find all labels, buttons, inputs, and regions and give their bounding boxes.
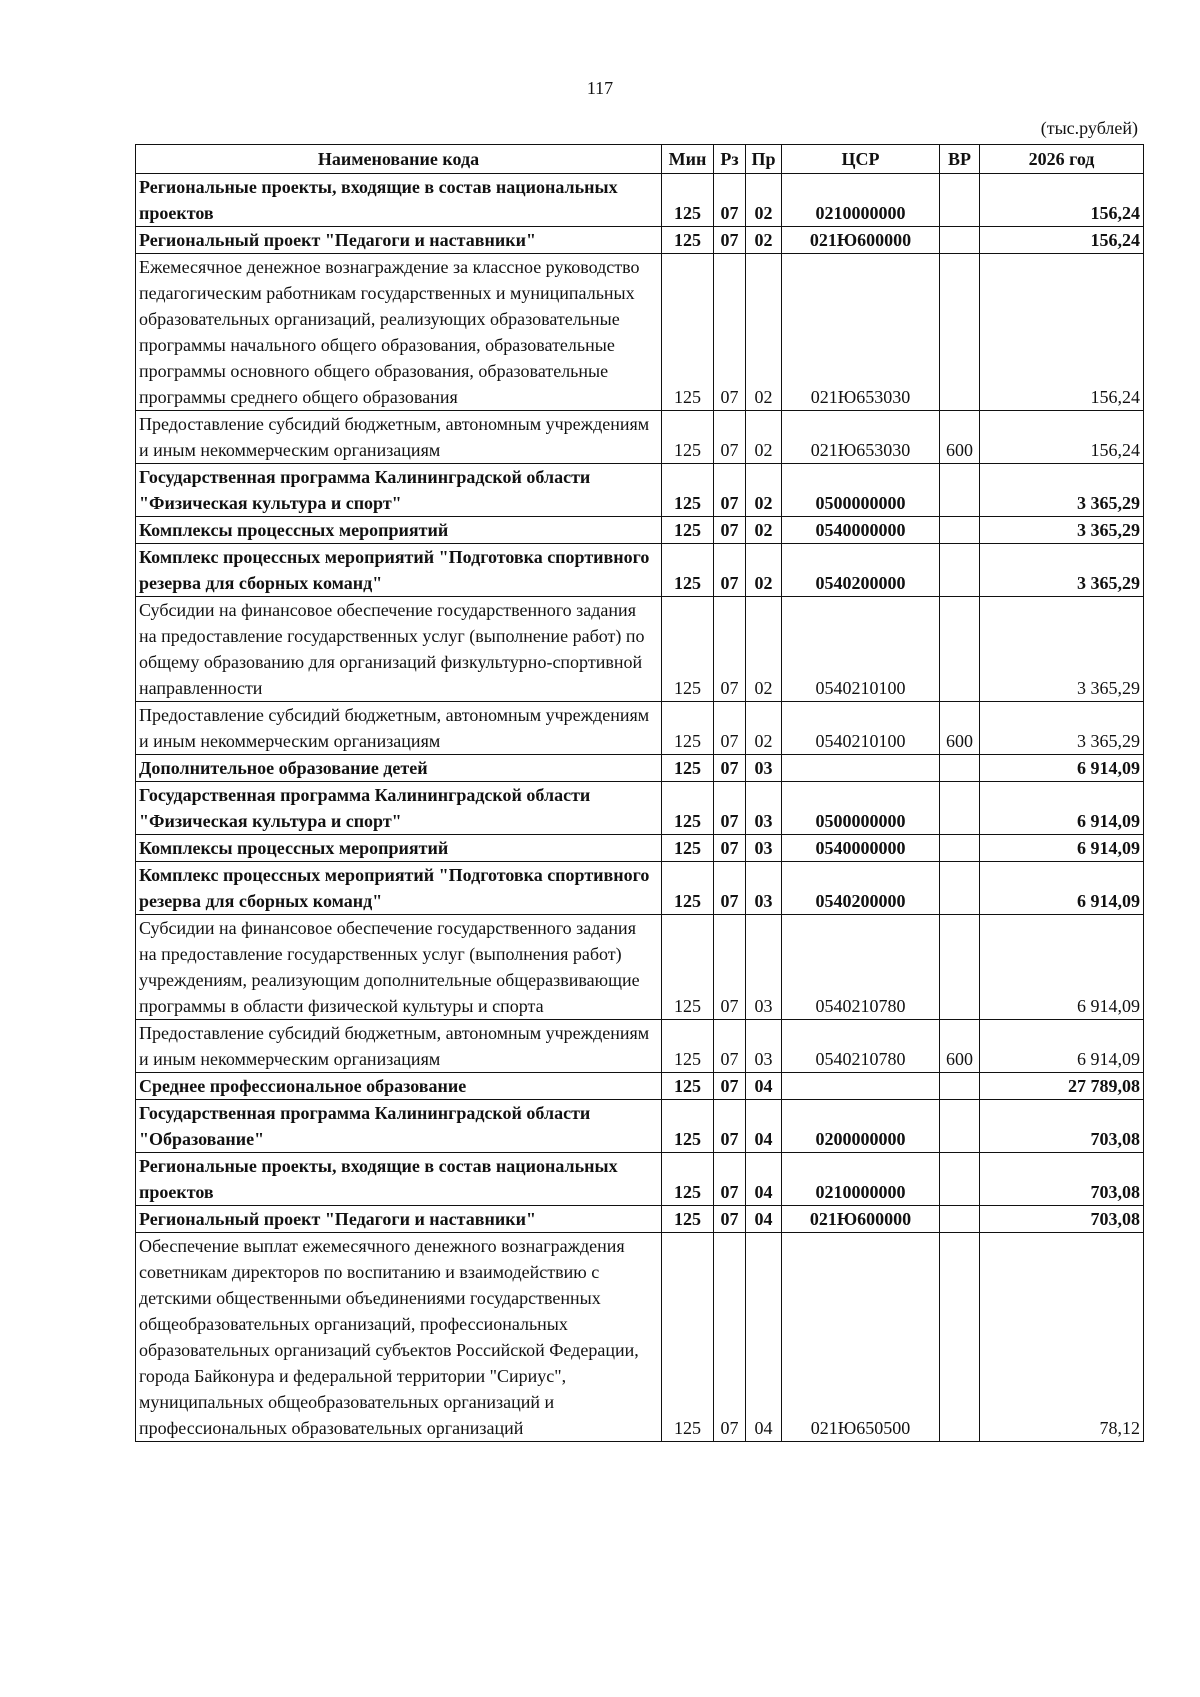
row-min: 125 — [662, 254, 714, 411]
row-name: Субсидии на финансовое обеспечение государственного задания на предоставление государственных услуг (выполнения работ) учреждениям, реализующим дополнительные общеразвивающие программы в области физической культуры и спорта — [136, 915, 662, 1020]
table-row — [136, 174, 1144, 227]
row-min: 125 — [662, 862, 714, 915]
row-csr: 021Ю653030 — [782, 254, 940, 411]
row-min: 125 — [662, 174, 714, 227]
row-min: 125 — [662, 1020, 714, 1073]
row-vr: 600 — [940, 411, 980, 464]
row-pr: 02 — [746, 464, 782, 517]
row-name: Дополнительное образование детей — [136, 755, 662, 782]
row-vr: 600 — [940, 1020, 980, 1073]
table-row — [136, 1153, 1144, 1206]
row-name: Комплекс процессных мероприятий "Подготовка спортивного резерва для сборных команд" — [136, 544, 662, 597]
row-csr: 0540000000 — [782, 517, 940, 544]
row-csr: 0540200000 — [782, 544, 940, 597]
row-min: 125 — [662, 227, 714, 254]
row-rz: 07 — [714, 862, 746, 915]
row-rz: 07 — [714, 411, 746, 464]
row-vr — [940, 227, 980, 254]
table-row — [136, 1206, 1144, 1233]
row-csr: 0540200000 — [782, 862, 940, 915]
table-row — [136, 702, 1144, 755]
row-vr — [940, 464, 980, 517]
row-csr: 0500000000 — [782, 464, 940, 517]
row-rz: 07 — [714, 597, 746, 702]
row-name: Предоставление субсидий бюджетным, автономным учреждениям и иным некоммерческим организациям — [136, 1020, 662, 1073]
table-row — [136, 464, 1144, 517]
row-name: Ежемесячное денежное вознаграждение за классное руководство педагогическим работникам государственных и муниципальных образовательных организаций, реализующих образовательные программы начального общего образования, образовательные программы основного общего образования, образовательные программы среднего общего образования — [136, 254, 662, 411]
header-year: 2026 год — [980, 145, 1144, 174]
budget-table — [135, 144, 1144, 1442]
row-amount: 6 914,09 — [980, 755, 1144, 782]
row-min: 125 — [662, 782, 714, 835]
row-vr — [940, 755, 980, 782]
row-name: Государственная программа Калининградской области "Физическая культура и спорт" — [136, 464, 662, 517]
row-rz: 07 — [714, 1206, 746, 1233]
row-pr: 02 — [746, 227, 782, 254]
table-row — [136, 835, 1144, 862]
table-row — [136, 227, 1144, 254]
row-vr — [940, 1233, 980, 1442]
row-pr: 02 — [746, 597, 782, 702]
row-csr — [782, 755, 940, 782]
row-min: 125 — [662, 1233, 714, 1442]
table-row — [136, 517, 1144, 544]
row-csr — [782, 1073, 940, 1100]
row-rz: 07 — [714, 254, 746, 411]
row-min: 125 — [662, 1073, 714, 1100]
row-amount: 78,12 — [980, 1233, 1144, 1442]
row-name: Региональный проект "Педагоги и наставники" — [136, 227, 662, 254]
table-row — [136, 1233, 1144, 1442]
row-name: Комплекс процессных мероприятий "Подготовка спортивного резерва для сборных команд" — [136, 862, 662, 915]
row-name: Региональные проекты, входящие в состав национальных проектов — [136, 1153, 662, 1206]
row-amount: 27 789,08 — [980, 1073, 1144, 1100]
row-min: 125 — [662, 1100, 714, 1153]
row-csr: 021Ю600000 — [782, 1206, 940, 1233]
table-row — [136, 915, 1144, 1020]
row-pr: 04 — [746, 1206, 782, 1233]
row-vr — [940, 597, 980, 702]
row-pr: 04 — [746, 1100, 782, 1153]
row-amount: 3 365,29 — [980, 597, 1144, 702]
row-vr — [940, 1206, 980, 1233]
header-csr: ЦСР — [782, 145, 940, 174]
table-row — [136, 862, 1144, 915]
table-row — [136, 597, 1144, 702]
row-rz: 07 — [714, 174, 746, 227]
row-amount: 6 914,09 — [980, 862, 1144, 915]
header-min: Мин — [662, 145, 714, 174]
row-pr: 03 — [746, 835, 782, 862]
row-vr — [940, 544, 980, 597]
row-rz: 07 — [714, 227, 746, 254]
row-min: 125 — [662, 755, 714, 782]
row-amount: 6 914,09 — [980, 782, 1144, 835]
table-row — [136, 782, 1144, 835]
row-csr: 021Ю653030 — [782, 411, 940, 464]
row-amount: 156,24 — [980, 411, 1144, 464]
row-rz: 07 — [714, 702, 746, 755]
row-rz: 07 — [714, 1233, 746, 1442]
row-vr — [940, 254, 980, 411]
row-csr: 0500000000 — [782, 782, 940, 835]
row-rz: 07 — [714, 544, 746, 597]
row-amount: 703,08 — [980, 1100, 1144, 1153]
row-name: Комплексы процессных мероприятий — [136, 835, 662, 862]
row-csr: 0210000000 — [782, 1153, 940, 1206]
row-csr: 0210000000 — [782, 174, 940, 227]
row-rz: 07 — [714, 1153, 746, 1206]
row-name: Предоставление субсидий бюджетным, автономным учреждениям и иным некоммерческим организациям — [136, 411, 662, 464]
row-csr: 0540210780 — [782, 915, 940, 1020]
row-rz: 07 — [714, 464, 746, 517]
row-vr — [940, 915, 980, 1020]
row-pr: 03 — [746, 862, 782, 915]
row-rz: 07 — [714, 1073, 746, 1100]
row-pr: 03 — [746, 1020, 782, 1073]
header-vr: ВР — [940, 145, 980, 174]
row-min: 125 — [662, 544, 714, 597]
table-row — [136, 254, 1144, 411]
row-rz: 07 — [714, 755, 746, 782]
row-vr — [940, 1073, 980, 1100]
row-vr — [940, 174, 980, 227]
table-header-row — [136, 145, 1144, 174]
row-vr — [940, 1153, 980, 1206]
row-name: Субсидии на финансовое обеспечение государственного задания на предоставление государственных услуг (выполнение работ) по общему образованию для организаций физкультурно-спортивной направленности — [136, 597, 662, 702]
header-pr: Пр — [746, 145, 782, 174]
row-pr: 04 — [746, 1073, 782, 1100]
row-csr: 0540210100 — [782, 702, 940, 755]
row-name: Комплексы процессных мероприятий — [136, 517, 662, 544]
row-csr: 0540000000 — [782, 835, 940, 862]
row-min: 125 — [662, 411, 714, 464]
row-amount: 3 365,29 — [980, 517, 1144, 544]
row-amount: 703,08 — [980, 1206, 1144, 1233]
row-name: Государственная программа Калининградской области "Образование" — [136, 1100, 662, 1153]
row-amount: 156,24 — [980, 174, 1144, 227]
table-row — [136, 1073, 1144, 1100]
row-amount: 156,24 — [980, 227, 1144, 254]
row-min: 125 — [662, 464, 714, 517]
row-name: Среднее профессиональное образование — [136, 1073, 662, 1100]
table-row — [136, 411, 1144, 464]
page-number: 117 — [586, 78, 614, 98]
row-amount: 6 914,09 — [980, 835, 1144, 862]
row-pr: 03 — [746, 782, 782, 835]
row-pr: 02 — [746, 517, 782, 544]
row-name: Государственная программа Калининградской области "Физическая культура и спорт" — [136, 782, 662, 835]
table-row — [136, 1100, 1144, 1153]
row-pr: 03 — [746, 755, 782, 782]
row-min: 125 — [662, 915, 714, 1020]
row-pr: 04 — [746, 1233, 782, 1442]
row-pr: 02 — [746, 411, 782, 464]
row-min: 125 — [662, 517, 714, 544]
row-vr — [940, 835, 980, 862]
header-name: Наименование кода — [136, 145, 662, 174]
row-min: 125 — [662, 835, 714, 862]
row-name: Обеспечение выплат ежемесячного денежного вознаграждения советникам директоров по воспитанию и взаимодействию с детскими общественными объединениями государственных общеобразовательных организаций, профессиональных образовательных организаций субъектов Российской Федерации, города Байконура и федеральной территории "Сириус", муниципальных общеобразовательных организаций и профессиональных образовательных организаций — [136, 1233, 662, 1442]
row-amount: 3 365,29 — [980, 464, 1144, 517]
table-row — [136, 755, 1144, 782]
row-amount: 6 914,09 — [980, 915, 1144, 1020]
row-pr: 02 — [746, 702, 782, 755]
row-name: Региональный проект "Педагоги и наставники" — [136, 1206, 662, 1233]
row-csr: 0540210100 — [782, 597, 940, 702]
row-csr: 0540210780 — [782, 1020, 940, 1073]
table-row — [136, 544, 1144, 597]
row-amount: 3 365,29 — [980, 544, 1144, 597]
row-rz: 07 — [714, 1100, 746, 1153]
row-csr: 0200000000 — [782, 1100, 940, 1153]
row-pr: 02 — [746, 254, 782, 411]
row-pr: 02 — [746, 544, 782, 597]
units-label: (тыс.рублей) — [1040, 118, 1138, 138]
row-min: 125 — [662, 1153, 714, 1206]
table-row — [136, 1020, 1144, 1073]
row-min: 125 — [662, 597, 714, 702]
row-min: 125 — [662, 1206, 714, 1233]
row-vr: 600 — [940, 702, 980, 755]
table-body — [136, 174, 1144, 1442]
row-csr: 021Ю650500 — [782, 1233, 940, 1442]
row-min: 125 — [662, 702, 714, 755]
row-name: Предоставление субсидий бюджетным, автономным учреждениям и иным некоммерческим организациям — [136, 702, 662, 755]
row-pr: 02 — [746, 174, 782, 227]
row-amount: 6 914,09 — [980, 1020, 1144, 1073]
row-pr: 03 — [746, 915, 782, 1020]
row-amount: 703,08 — [980, 1153, 1144, 1206]
row-csr: 021Ю600000 — [782, 227, 940, 254]
row-amount: 156,24 — [980, 254, 1144, 411]
row-vr — [940, 782, 980, 835]
row-rz: 07 — [714, 915, 746, 1020]
row-rz: 07 — [714, 835, 746, 862]
header-rz: Рз — [714, 145, 746, 174]
row-name: Региональные проекты, входящие в состав национальных проектов — [136, 174, 662, 227]
row-vr — [940, 517, 980, 544]
row-vr — [940, 1100, 980, 1153]
row-pr: 04 — [746, 1153, 782, 1206]
row-amount: 3 365,29 — [980, 702, 1144, 755]
row-rz: 07 — [714, 1020, 746, 1073]
row-rz: 07 — [714, 782, 746, 835]
row-rz: 07 — [714, 517, 746, 544]
row-vr — [940, 862, 980, 915]
